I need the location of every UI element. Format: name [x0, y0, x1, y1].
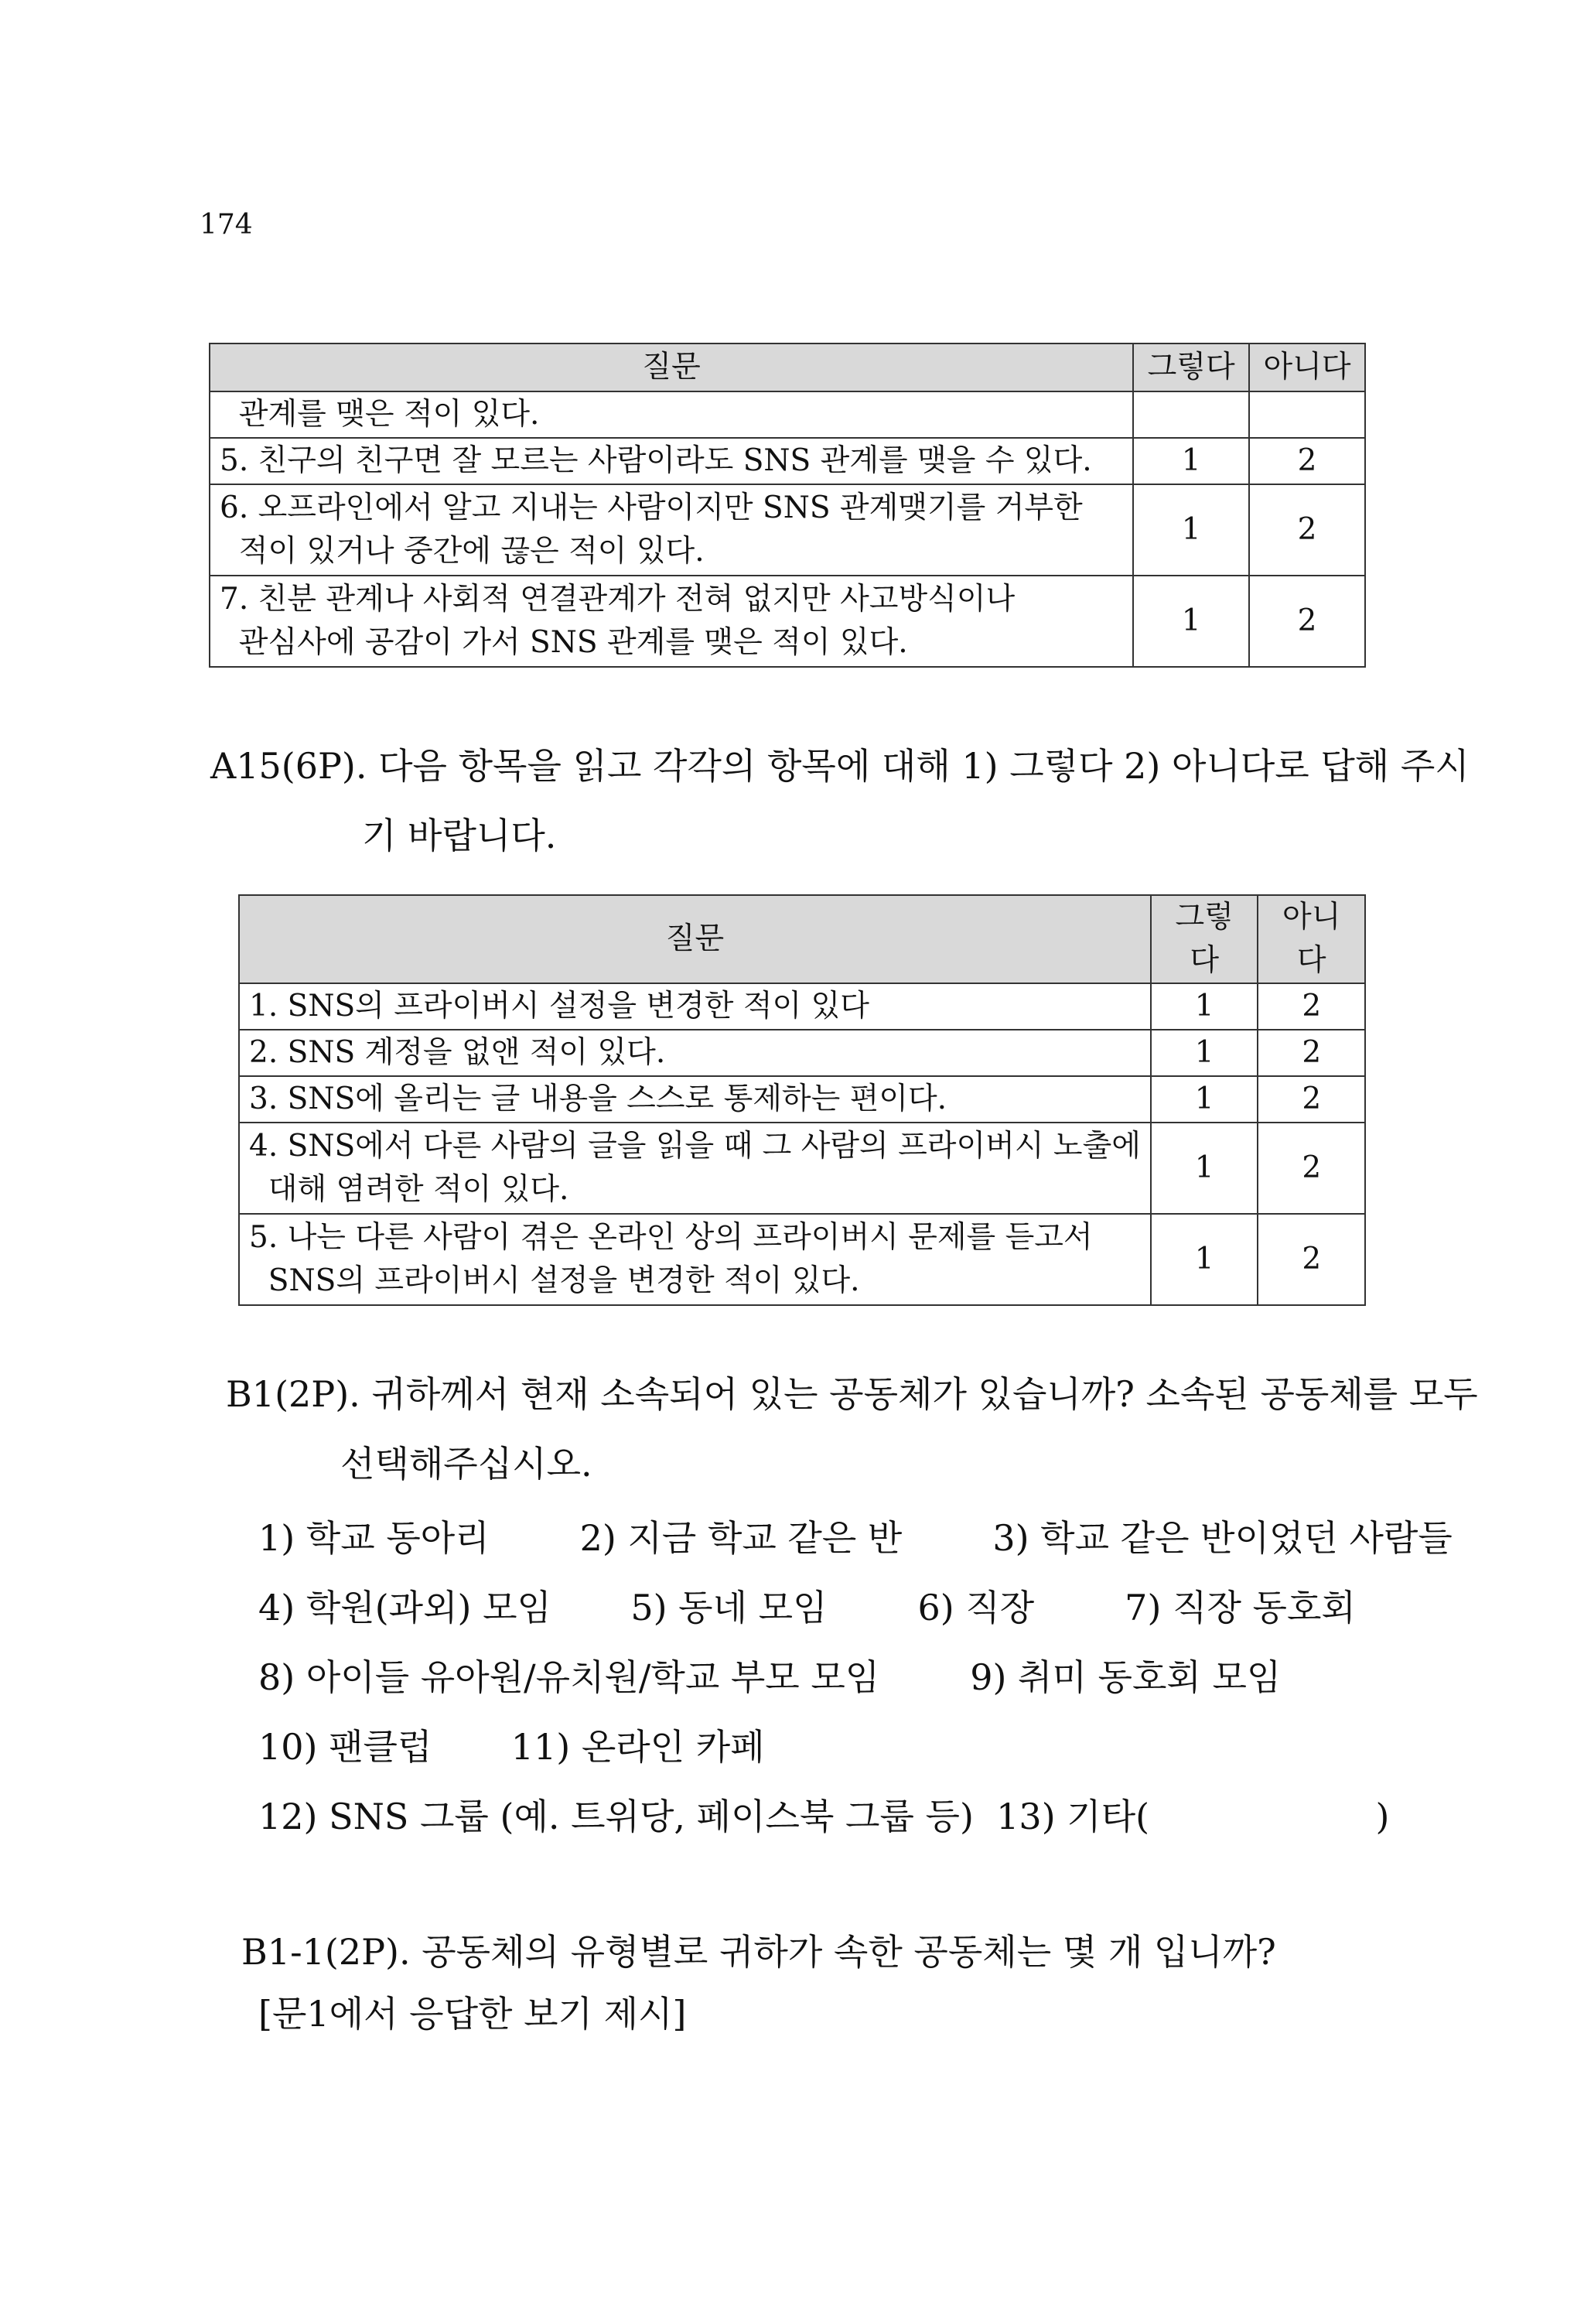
question-a15-line2: 기 바랍니다.	[362, 815, 557, 856]
table-row	[210, 576, 1365, 667]
header-question: 질문	[210, 343, 1133, 391]
answer-no-code: 2	[1249, 438, 1365, 484]
answer-yes-code: 1	[1151, 1214, 1258, 1305]
question-b1	[226, 1359, 1478, 1499]
question-item: 3. SNS에 올리는 글 내용을 스스로 통제하는 편이다.	[239, 1076, 1151, 1123]
answer-no-code: 2	[1249, 576, 1365, 667]
answer-yes-code	[1133, 391, 1249, 438]
question-table-1	[209, 343, 1366, 668]
table-row	[239, 1030, 1365, 1076]
question-table-2	[238, 894, 1366, 1306]
table-row	[210, 484, 1365, 576]
table-row	[239, 1076, 1365, 1123]
b1-option-line-4: 10) 팬클럽 11) 온라인 카페	[258, 1726, 765, 1768]
answer-no-code: 2	[1258, 1214, 1365, 1305]
b1-option-line-5: 12) SNS 그룹 (예. 트위당, 페이스북 그룹 등) 13) 기타( )	[258, 1796, 1390, 1837]
table-row	[239, 983, 1365, 1030]
answer-yes-code: 1	[1151, 1123, 1258, 1214]
header-question: 질문	[239, 895, 1151, 983]
answer-yes-code: 1	[1151, 983, 1258, 1030]
question-b1-line1: B1(2P). 귀하께서 현재 소속되어 있는 공동체가 있습니까? 소속된 공동체를 모두	[226, 1373, 1478, 1415]
question-item: 6. 오프라인에서 알고 지내는 사람이지만 SNS 관계맺기를 거부한 적이 있거나 중간에 끊은 적이 있다.	[210, 484, 1133, 576]
question-item: 1. SNS의 프라이버시 설정을 변경한 적이 있다	[239, 983, 1151, 1030]
question-a15	[210, 731, 1470, 870]
header-yes: 그렇다	[1133, 343, 1249, 391]
answer-yes-code: 1	[1133, 484, 1249, 576]
header-no: 아니다	[1258, 895, 1365, 983]
question-a15-line1: A15(6P). 다음 항목을 읽고 각각의 항목에 대해 1) 그렇다 2) 아니다로 답해 주시	[210, 745, 1470, 787]
table-header-row	[239, 895, 1365, 983]
header-yes: 그렇다	[1151, 895, 1258, 983]
b1-option-line-2: 4) 학원(과외) 모임 5) 동네 모임 6) 직장 7) 직장 동호회	[258, 1587, 1356, 1629]
answer-no-code: 2	[1258, 1030, 1365, 1076]
question-b1-1-line1: B1-1(2P). 공동체의 유형별로 귀하가 속한 공동체는 몇 개 입니까?	[241, 1931, 1276, 1973]
table-row	[210, 391, 1365, 438]
answer-yes-code: 1	[1151, 1076, 1258, 1123]
answer-no-code: 2	[1258, 1123, 1365, 1214]
b1-option-line-1: 1) 학교 동아리 2) 지금 학교 같은 반 3) 학교 같은 반이었던 사람들	[258, 1517, 1453, 1559]
answer-no-code	[1249, 391, 1365, 438]
table-header-row	[210, 343, 1365, 391]
answer-yes-code: 1	[1133, 438, 1249, 484]
question-item: 2. SNS 계정을 없앤 적이 있다.	[239, 1030, 1151, 1076]
question-item: 관계를 맺은 적이 있다.	[210, 391, 1133, 438]
question-item: 4. SNS에서 다른 사람의 글을 읽을 때 그 사람의 프라이버시 노출에 대해 염려한 적이 있다.	[239, 1123, 1151, 1214]
question-item: 5. 나는 다른 사람이 겪은 온라인 상의 프라이버시 문제를 듣고서 SNS의 프라이버시 설정을 변경한 적이 있다.	[239, 1214, 1151, 1305]
question-b1-1-line2: [문1에서 응답한 보기 제시]	[258, 1993, 687, 2035]
question-item: 7. 친분 관계나 사회적 연결관계가 전혀 없지만 사고방식이나 관심사에 공감이 가서 SNS 관계를 맺은 적이 있다.	[210, 576, 1133, 667]
question-b1-line2: 선택해주십시오.	[340, 1443, 592, 1485]
table-row	[210, 438, 1365, 484]
answer-yes-code: 1	[1151, 1030, 1258, 1076]
question-item: 5. 친구의 친구면 잘 모르는 사람이라도 SNS 관계를 맺을 수 있다.	[210, 438, 1133, 484]
table-row	[239, 1214, 1365, 1305]
answer-no-code: 2	[1258, 983, 1365, 1030]
answer-no-code: 2	[1249, 484, 1365, 576]
table-row	[239, 1123, 1365, 1214]
page-number: 174	[200, 209, 253, 241]
answer-yes-code: 1	[1133, 576, 1249, 667]
header-no: 아니다	[1249, 343, 1365, 391]
answer-no-code: 2	[1258, 1076, 1365, 1123]
question-b1-1	[241, 1917, 1276, 2049]
b1-option-line-3: 8) 아이들 유아원/유치원/학교 부모 모임 9) 취미 동호회 모임	[258, 1656, 1282, 1698]
